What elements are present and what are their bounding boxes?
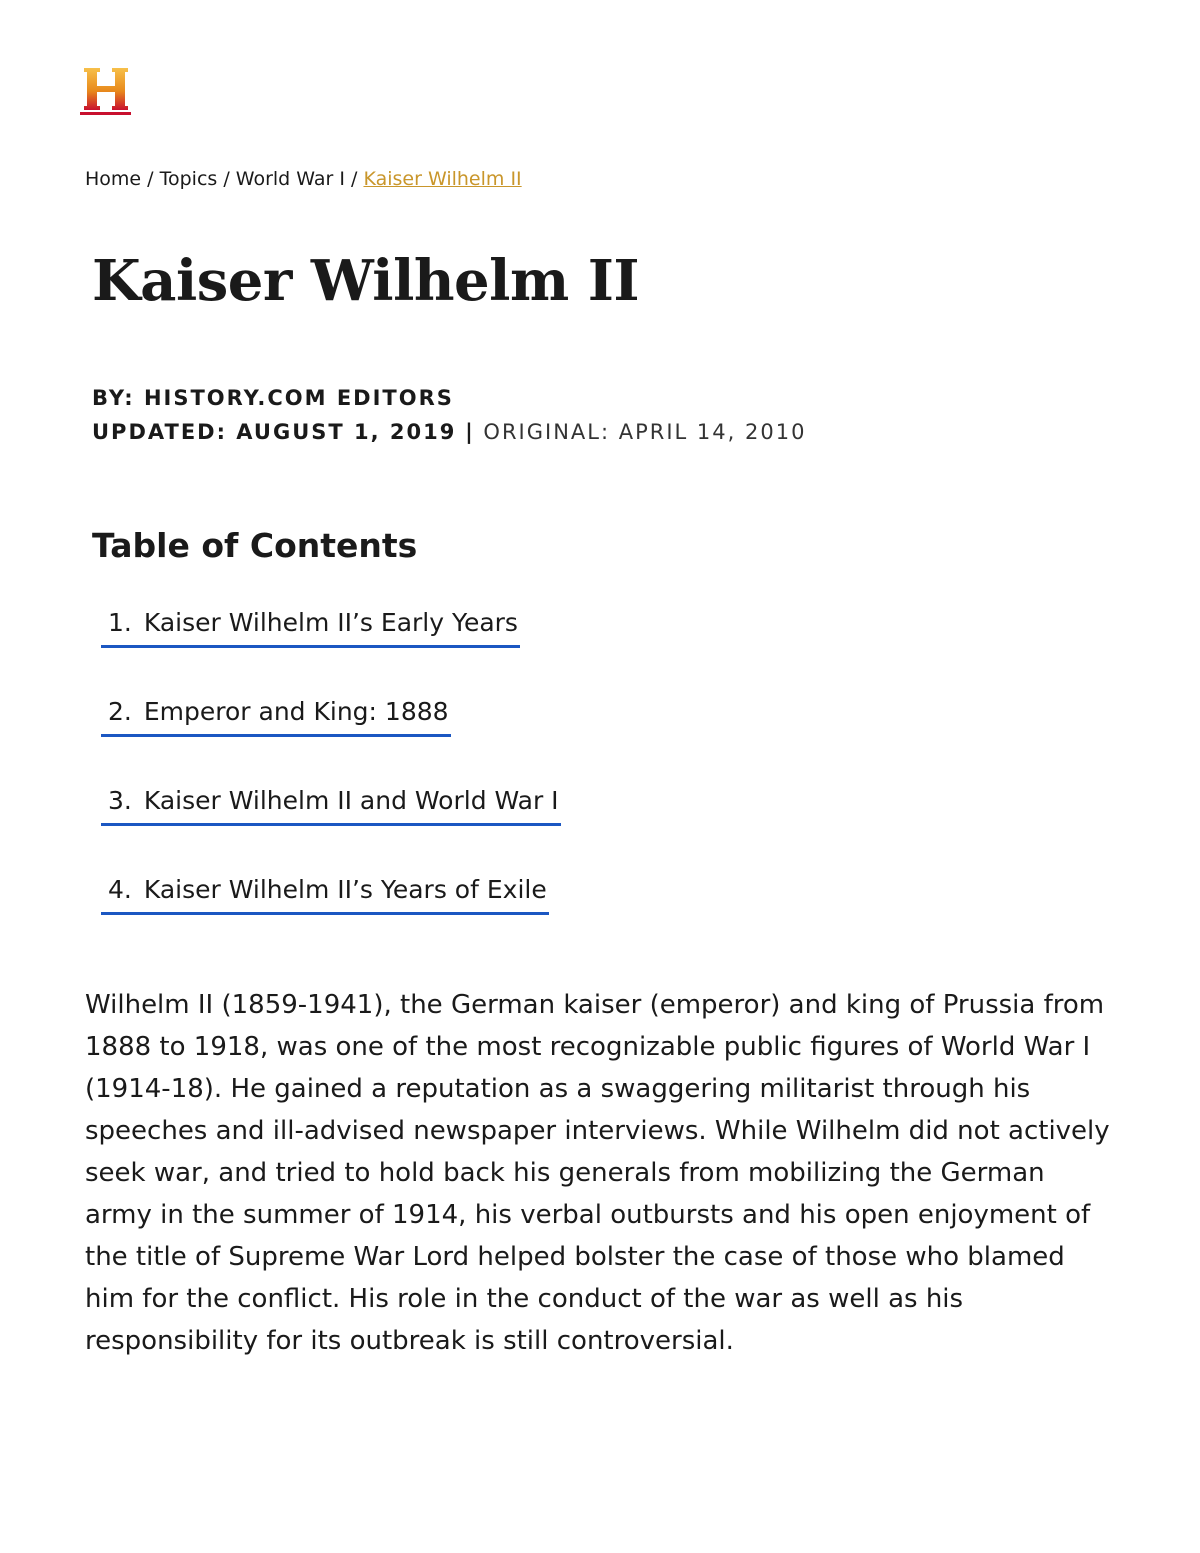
toc-item-number: 1. [108, 608, 132, 637]
toc-item-world-war-i[interactable] [101, 786, 561, 826]
logo-underline [80, 112, 131, 115]
toc-item-years-of-exile[interactable] [101, 875, 549, 915]
breadcrumb-separator: / [351, 168, 358, 190]
byline: BY: HISTORY.COM EDITORS [92, 386, 454, 410]
toc-item-number: 2. [108, 697, 132, 726]
breadcrumb-separator: / [147, 168, 154, 190]
breadcrumb-home[interactable]: Home [85, 168, 142, 190]
updated-date: UPDATED: AUGUST 1, 2019 [92, 420, 457, 444]
original-date: ORIGINAL: APRIL 14, 2010 [483, 420, 807, 444]
toc-item-number: 4. [108, 875, 132, 904]
toc-item-number: 3. [108, 786, 132, 815]
history-h-logo-icon[interactable] [80, 66, 132, 118]
toc-item-early-years[interactable] [101, 608, 520, 648]
article-body-paragraph: Wilhelm II (1859-1941), the German kaiser (emperor) and king of Prussia from 1888 to 1918, was one of the most recognizable public figures of World War I (1914-18). He gained a reputation as a swaggering militarist through his speeches and ill-advised newspaper interviews. While Wilhelm did not actively seek war, and tried to hold back his generals from mobilizing the German army in the summer of 1914, his verbal outbursts and his open enjoyment of the title of Supreme War Lord helped bolster the case of those who blamed him for the conflict. His role in the conduct of the war as well as his responsibility for its outbreak is still controversial. [85, 990, 1110, 1356]
breadcrumb-topics[interactable]: Topics [159, 168, 218, 190]
page-title: Kaiser Wilhelm II [92, 248, 640, 314]
article-dates [92, 420, 806, 444]
breadcrumb-current[interactable]: Kaiser Wilhelm II [363, 168, 522, 190]
toc-item-label: Emperor and King: 1888 [143, 697, 449, 726]
breadcrumb-separator: / [223, 168, 230, 190]
toc-item-emperor-and-king[interactable] [101, 697, 451, 737]
date-separator: | [465, 420, 475, 444]
toc-item-label: Kaiser Wilhelm II’s Years of Exile [143, 875, 547, 904]
toc-item-label: Kaiser Wilhelm II’s Early Years [143, 608, 518, 637]
breadcrumb-world-war-i[interactable]: World War I [235, 168, 345, 190]
history-h-logo-graphic [80, 66, 132, 116]
toc-item-label: Kaiser Wilhelm II and World War I [143, 786, 559, 815]
breadcrumb [85, 168, 522, 190]
toc-heading: Table of Contents [92, 526, 418, 565]
